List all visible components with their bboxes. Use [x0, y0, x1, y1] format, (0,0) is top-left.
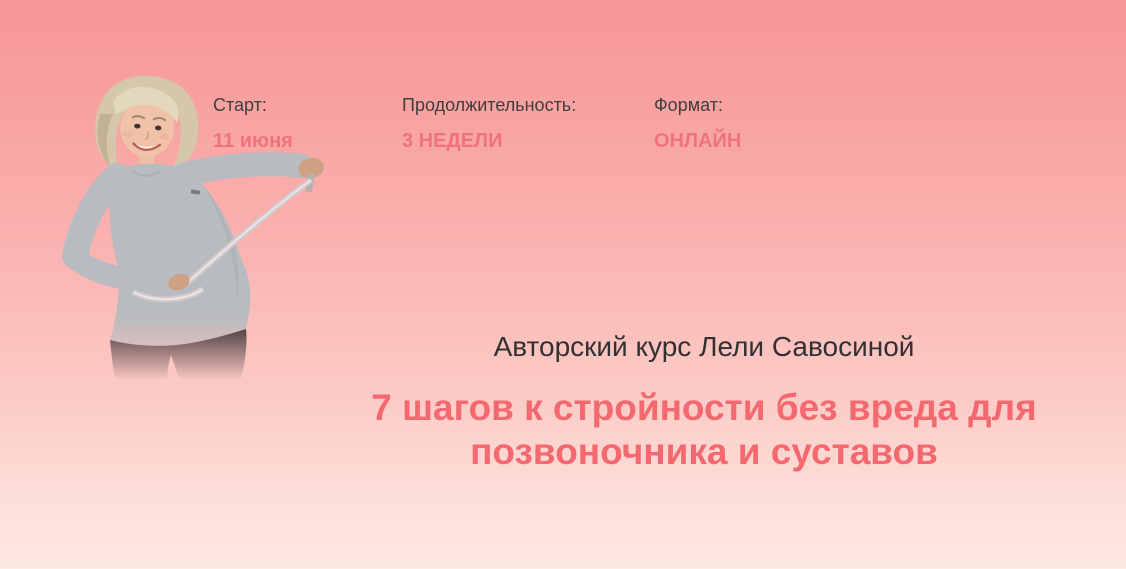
- format-value: ОНЛАЙН: [654, 130, 742, 152]
- info-column-start: [213, 94, 293, 153]
- format-label: Формат:: [654, 95, 723, 115]
- right-arm: [185, 164, 302, 174]
- info-column-duration: [402, 94, 576, 153]
- info-column-format: [654, 94, 741, 153]
- course-title-block: [324, 330, 1084, 474]
- torso-shirt: [110, 164, 251, 347]
- duration-value: 3 НЕДЕЛИ: [402, 130, 503, 152]
- start-label: Старт:: [213, 95, 267, 115]
- course-subtitle: Авторский курс Лели Савосиной: [493, 331, 915, 362]
- woman-with-tape-photo: [55, 68, 355, 393]
- course-title: 7 шагов к стройности без вреда для позвоночника и суставов: [371, 387, 1037, 472]
- start-value: 11 июня: [213, 130, 293, 152]
- duration-label: Продолжительность:: [402, 95, 577, 115]
